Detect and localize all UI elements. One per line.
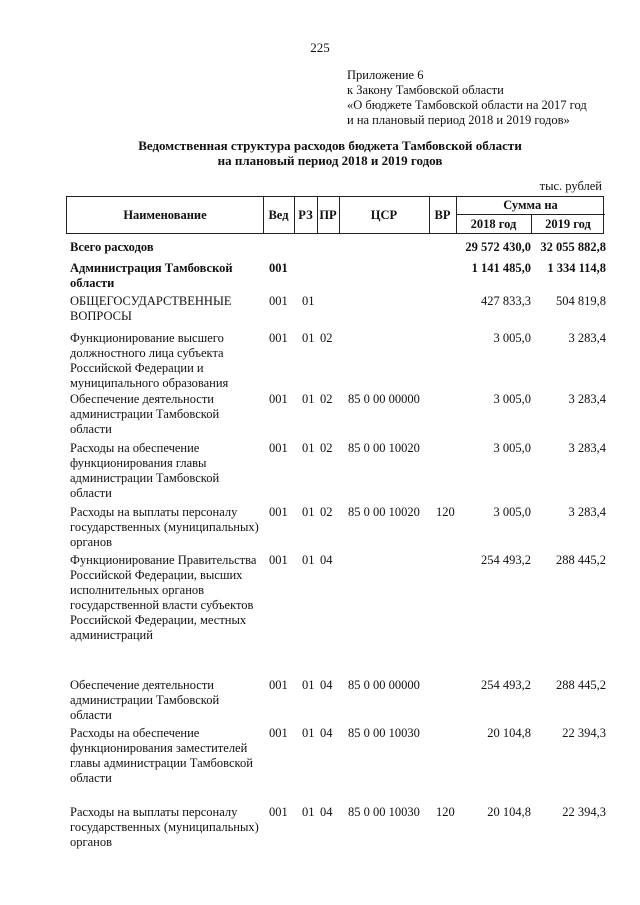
row-ved: 001 — [269, 505, 288, 519]
row-ved: 001 — [269, 678, 288, 692]
row-pr: 04 — [320, 553, 333, 567]
row-ved: 001 — [269, 294, 288, 308]
row-sum-2018: 3 005,0 — [493, 392, 531, 406]
row-sum-2019: 3 283,4 — [568, 505, 606, 519]
row-rz: 01 — [302, 553, 315, 567]
appendix-line: и на плановый период 2018 и 2019 годов» — [347, 113, 570, 127]
table-header — [66, 196, 604, 234]
row-pr: 04 — [320, 726, 333, 740]
row-sum-2018: 3 005,0 — [493, 505, 531, 519]
row-rz: 01 — [302, 805, 315, 819]
row-ved: 001 — [269, 441, 288, 455]
row-sum-2018: 3 005,0 — [493, 441, 531, 455]
title-line: на плановый период 2018 и 2019 годов — [217, 153, 443, 168]
row-sum-2018: 254 493,2 — [481, 553, 531, 567]
row-rz: 01 — [302, 392, 315, 406]
header-2018: 2018 год — [470, 216, 517, 231]
row-csr: 85 0 00 10020 — [348, 441, 420, 455]
row-csr: 85 0 00 10020 — [348, 505, 420, 519]
row-pr: 02 — [320, 331, 333, 345]
row-name: Расходы на выплаты персоналу государственных (муниципальных) органов — [70, 805, 259, 849]
row-pr: 02 — [320, 505, 333, 519]
row-name: Обеспечение деятельности администрации Тамбовской области — [70, 392, 220, 436]
row-vr: 120 — [436, 505, 455, 519]
appendix-line: «О бюджете Тамбовской области на 2017 год — [347, 98, 587, 112]
row-csr: 85 0 00 00000 — [348, 678, 420, 692]
row-sum-2019: 1 334 114,8 — [547, 261, 606, 275]
row-vr: 120 — [436, 805, 455, 819]
header-rz: РЗ — [298, 207, 313, 222]
title-line: Ведомственная структура расходов бюджета Тамбовской области — [138, 138, 522, 153]
row-ved: 001 — [269, 261, 288, 275]
row-ved: 001 — [269, 392, 288, 406]
row-sum-2019: 3 283,4 — [568, 392, 606, 406]
row-sum-2018: 254 493,2 — [481, 678, 531, 692]
row-sum-2019: 288 445,2 — [556, 553, 606, 567]
row-sum-2018: 3 005,0 — [493, 331, 531, 345]
row-pr: 02 — [320, 441, 333, 455]
row-sum-2018: 20 104,8 — [487, 726, 531, 740]
row-ved: 001 — [269, 805, 288, 819]
row-sum-2019: 3 283,4 — [568, 331, 606, 345]
row-ved: 001 — [269, 331, 288, 345]
row-ved: 001 — [269, 553, 288, 567]
appendix-line: к Закону Тамбовской области — [347, 83, 504, 97]
row-ved: 001 — [269, 726, 288, 740]
row-name: Расходы на обеспечение функционирования главы администрации Тамбовской области — [70, 441, 220, 500]
row-name: Расходы на выплаты персоналу государственных (муниципальных) органов — [70, 505, 259, 549]
row-name: Функционирование Правительства Российской Федерации, высших исполнительных органов государственной власти субъектов Российской Федерации, местных администраций — [70, 553, 257, 642]
row-sum-2019: 22 394,3 — [562, 805, 606, 819]
row-rz: 01 — [302, 331, 315, 345]
header-vr: ВР — [434, 207, 451, 222]
row-sum-2018: 427 833,3 — [481, 294, 531, 308]
header-name: Наименование — [123, 207, 207, 222]
appendix-note — [347, 68, 587, 128]
row-sum-2018: 29 572 430,0 — [465, 240, 531, 254]
document-title — [60, 138, 600, 168]
header-pr: ПР — [319, 207, 337, 222]
row-sum-2018: 20 104,8 — [487, 805, 531, 819]
header-2019: 2019 год — [545, 216, 591, 231]
row-name: ОБЩЕГОСУДАРСТВЕННЫЕ ВОПРОСЫ — [70, 294, 232, 323]
page-number: 225 — [310, 40, 330, 55]
row-rz: 01 — [302, 678, 315, 692]
row-name: Администрация Тамбовской области — [70, 261, 233, 290]
row-sum-2019: 288 445,2 — [556, 678, 606, 692]
row-name: Всего расходов — [70, 240, 154, 254]
row-name: Функционирование высшего должностного лица субъекта Российской Федерации и муниципального образования — [70, 331, 229, 390]
row-rz: 01 — [302, 294, 315, 308]
row-pr: 04 — [320, 805, 333, 819]
row-rz: 01 — [302, 726, 315, 740]
row-name: Расходы на обеспечение функционирования заместителей главы администрации Тамбовской области — [70, 726, 253, 785]
row-csr: 85 0 00 00000 — [348, 392, 420, 406]
row-csr: 85 0 00 10030 — [348, 805, 420, 819]
units-label: тыс. рублей — [539, 179, 602, 193]
header-csr: ЦСР — [370, 207, 398, 222]
row-sum-2018: 1 141 485,0 — [471, 261, 531, 275]
row-sum-2019: 22 394,3 — [562, 726, 606, 740]
row-sum-2019: 504 819,8 — [556, 294, 606, 308]
header-sum: Сумма на — [503, 198, 558, 212]
row-pr: 02 — [320, 392, 333, 406]
row-csr: 85 0 00 10030 — [348, 726, 420, 740]
row-name: Обеспечение деятельности администрации Тамбовской области — [70, 678, 220, 722]
row-rz: 01 — [302, 441, 315, 455]
appendix-line: Приложение 6 — [347, 68, 424, 82]
row-sum-2019: 32 055 882,8 — [540, 240, 606, 254]
row-rz: 01 — [302, 505, 315, 519]
header-ved: Вед — [268, 207, 289, 222]
row-pr: 04 — [320, 678, 333, 692]
row-sum-2019: 3 283,4 — [568, 441, 606, 455]
